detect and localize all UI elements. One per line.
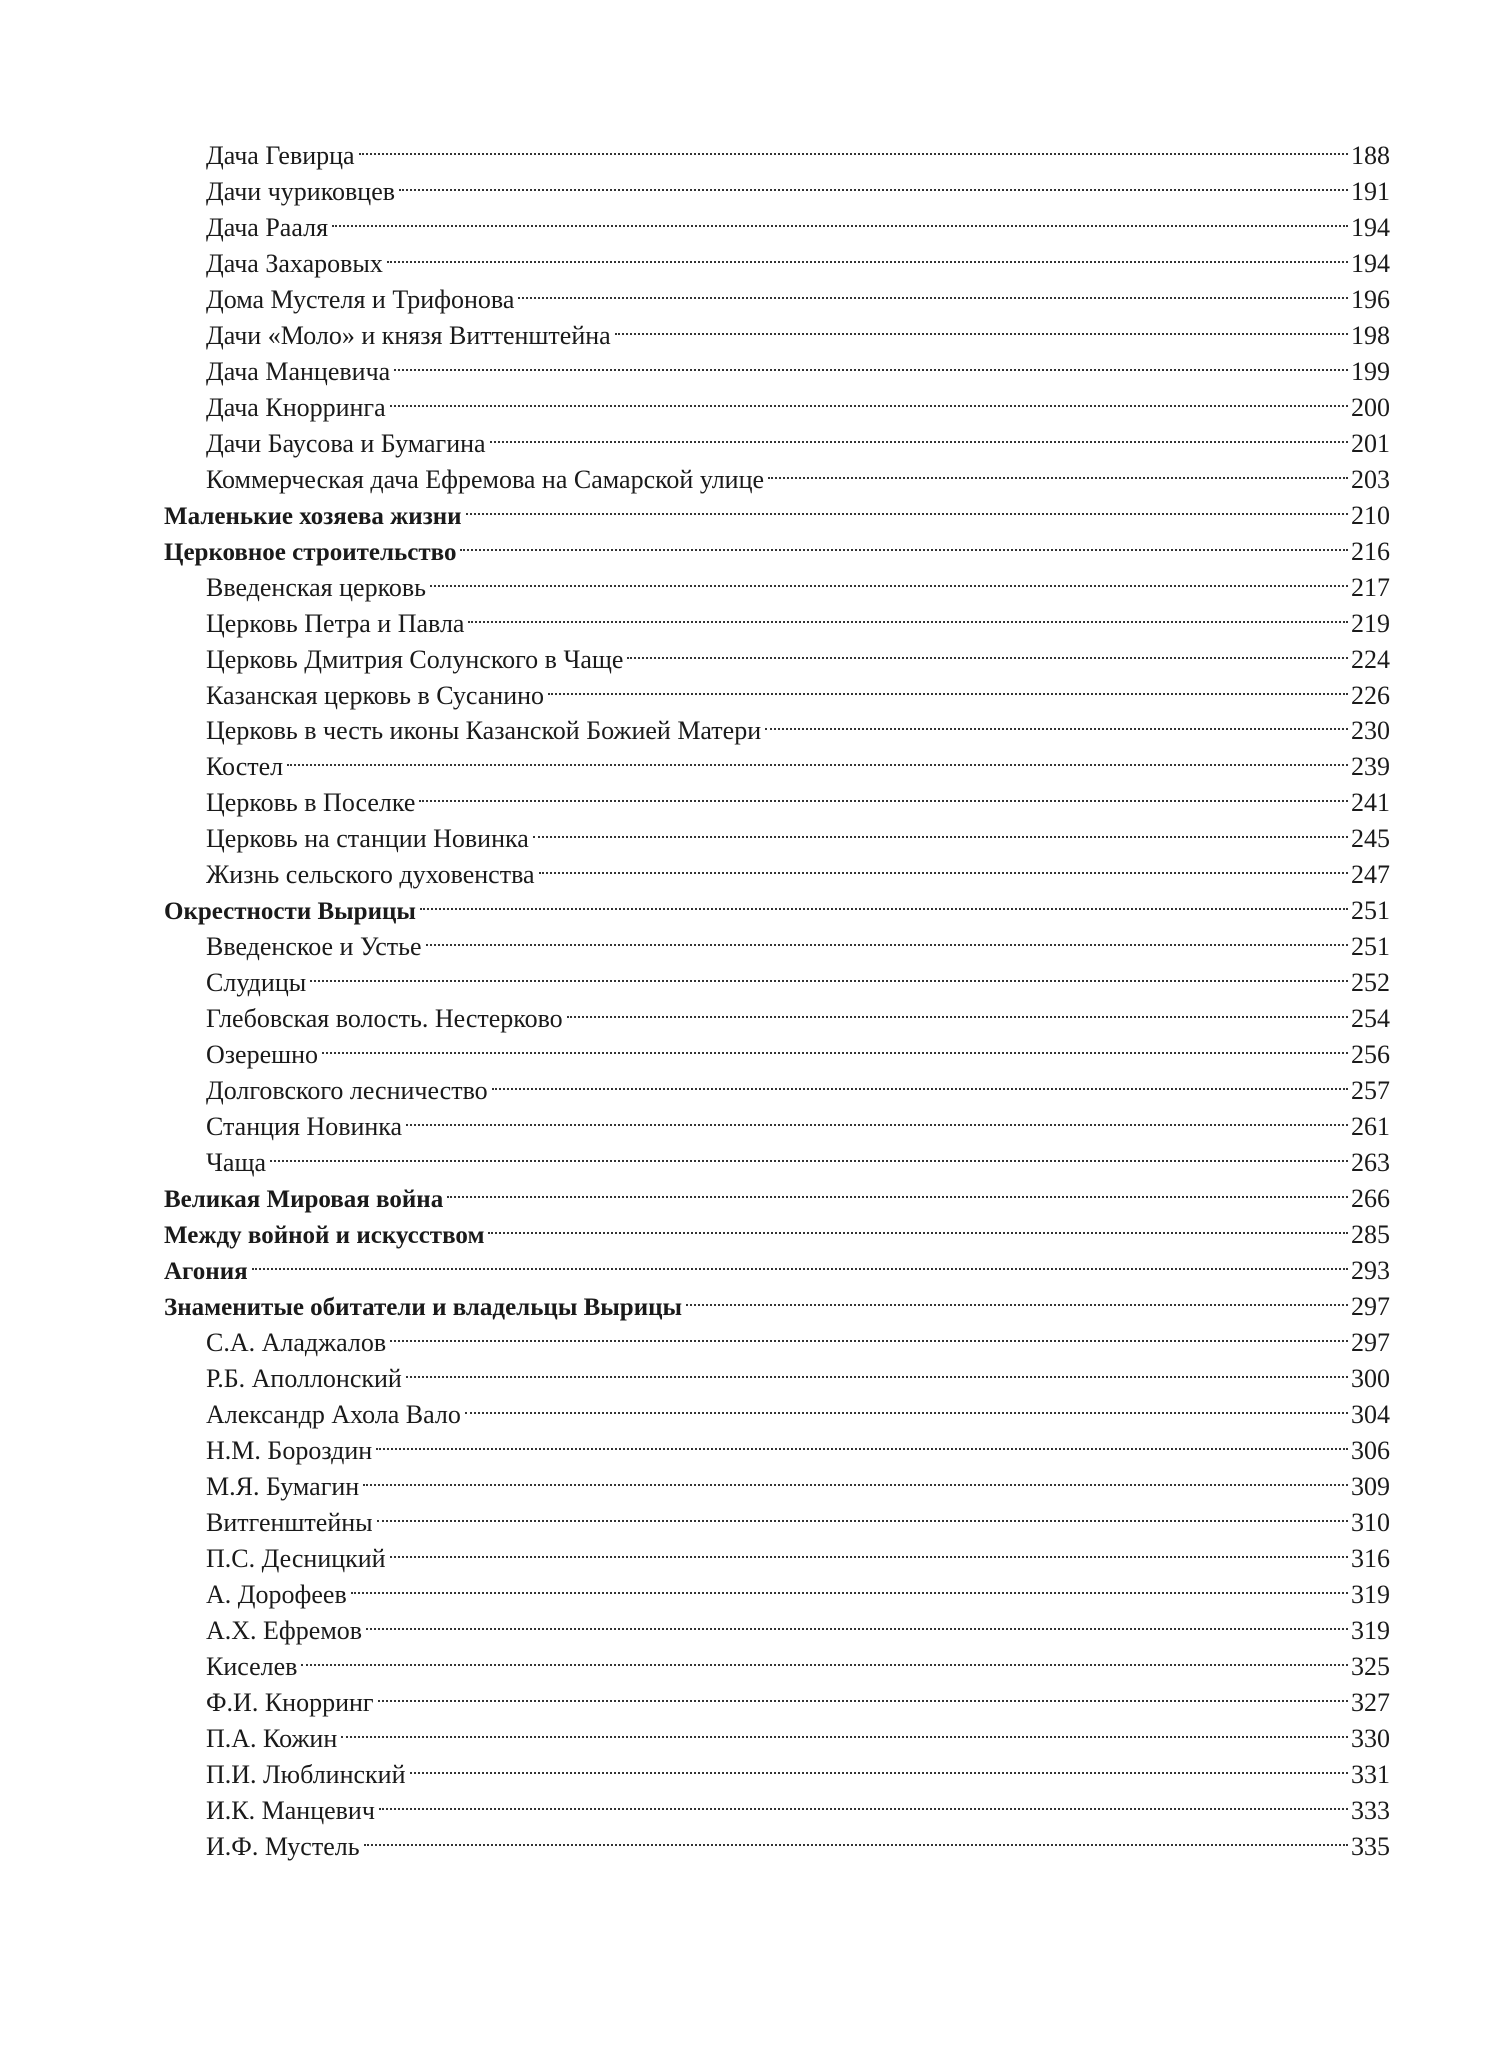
toc-chapter-entry [164, 1171, 1390, 1214]
dot-leader [377, 1495, 1348, 1531]
toc-entry-page-number: 331 [1351, 1759, 1390, 1789]
toc-entry-title: Р.Б. Аполлонский [206, 1363, 402, 1393]
dot-leader [363, 1459, 1348, 1495]
toc-entry-page-number: 216 [1351, 536, 1390, 566]
toc-entry-title: Дачи чуриковцев [206, 176, 396, 206]
toc-entry-title: Между войной и искусством [164, 1222, 485, 1250]
toc-section-entry [164, 991, 1390, 1034]
toc-section-entry [164, 1747, 1390, 1789]
dot-leader [488, 1207, 1348, 1243]
toc-entry-title: Введенское и Устье [206, 932, 422, 962]
dot-leader [627, 632, 1348, 668]
dot-leader [567, 991, 1348, 1027]
dot-leader [359, 128, 1348, 164]
toc-entry-title: Церковь в Поселке [206, 788, 416, 818]
dot-leader [410, 1747, 1349, 1783]
toc-entry-page-number: 263 [1351, 1148, 1390, 1178]
dot-leader [420, 883, 1348, 919]
toc-entry-title: Знаменитые обитатели и владельцы Вырицы [164, 1293, 683, 1321]
toc-entry-title: Коммерческая дача Ефремова на Самарской улице [206, 464, 765, 494]
toc-entry-title: Церковь Петра и Павла [206, 608, 465, 638]
dot-leader [341, 1711, 1348, 1747]
toc-entry-title: Казанская церковь в Сусанино [206, 680, 545, 710]
dot-leader [768, 452, 1348, 488]
dot-leader [301, 1639, 1348, 1675]
toc-section-entry [164, 955, 1390, 998]
dot-leader [406, 1351, 1348, 1387]
dot-leader [460, 524, 1348, 560]
dot-leader [686, 1279, 1348, 1315]
toc-entry-page-number: 297 [1351, 1327, 1390, 1357]
toc-entry-title: Жизнь сельского духовенства [206, 860, 535, 890]
toc-entry-page-number: 261 [1351, 1112, 1390, 1142]
toc-entry-title: Агония [164, 1258, 248, 1285]
toc-entry-title: Дача Кнорринга [206, 392, 386, 422]
toc-section-entry [164, 775, 1390, 818]
toc-section-entry [164, 1711, 1390, 1753]
toc-entry-title: Слудицы [206, 968, 307, 998]
dot-leader [287, 739, 1348, 775]
toc-entry-page-number: 247 [1351, 860, 1390, 890]
toc-entry-title: Киселев [206, 1651, 298, 1681]
toc-chapter-entry [164, 1279, 1390, 1321]
toc-section-entry [164, 200, 1390, 242]
toc-entry-title: А.Х. Ефремов [206, 1615, 363, 1645]
toc-entry-title: Дачи Баусова и Бумагина [206, 428, 486, 458]
toc-entry-page-number: 200 [1351, 392, 1390, 422]
toc-entry-page-number: 252 [1351, 968, 1390, 998]
toc-entry-title: Введенская церковь [206, 572, 427, 602]
toc-section-entry [164, 128, 1390, 170]
toc-entry-title: И.Ф. Мустель [206, 1831, 360, 1861]
toc-entry-page-number: 251 [1351, 896, 1390, 926]
toc-section-entry [164, 1027, 1390, 1070]
dot-leader [390, 1315, 1348, 1351]
toc-entry-page-number: 325 [1351, 1651, 1390, 1681]
toc-entry-page-number: 304 [1351, 1399, 1390, 1429]
toc-entry-page-number: 194 [1351, 212, 1390, 242]
toc-entry-page-number: 196 [1351, 284, 1390, 314]
dot-leader [379, 1783, 1348, 1819]
toc-entry-title: Дача Захаровых [206, 248, 383, 278]
toc-entry-title: П.А. Кожин [206, 1723, 338, 1753]
toc-entry-title: Церковь Дмитрия Солунского в Чаще [206, 644, 624, 674]
dot-leader [366, 1603, 1348, 1639]
dot-leader [419, 775, 1348, 811]
toc-entry-page-number: 306 [1351, 1435, 1390, 1465]
toc-entry-page-number: 285 [1351, 1220, 1390, 1250]
toc-entry-page-number: 310 [1351, 1507, 1390, 1537]
toc-entry-page-number: 245 [1351, 824, 1390, 854]
dot-leader [270, 1135, 1348, 1171]
toc-entry-title: Окрестности Вырицы [164, 898, 416, 926]
toc-entry-title: Дача Гевирца [206, 140, 355, 170]
toc-entry-title: Александр Ахола Вало [206, 1399, 461, 1429]
toc-section-entry [164, 1135, 1390, 1178]
toc-entry-page-number: 333 [1351, 1795, 1390, 1825]
dot-leader [615, 308, 1348, 344]
toc-entry-title: Глебовская волость. Нестерково [206, 1004, 563, 1034]
toc-section-entry [164, 739, 1390, 782]
toc-entry-page-number: 191 [1351, 176, 1390, 206]
toc-entry-page-number: 194 [1351, 248, 1390, 278]
toc-entry-page-number: 266 [1351, 1184, 1390, 1214]
dot-leader [466, 488, 1348, 524]
dot-leader [539, 847, 1348, 883]
toc-entry-page-number: 224 [1351, 644, 1390, 674]
toc-entry-title: С.А. Аладжалов [206, 1327, 387, 1357]
toc-entry-page-number: 327 [1351, 1687, 1390, 1717]
toc-entry-page-number: 251 [1351, 932, 1390, 962]
dot-leader [332, 200, 1348, 236]
toc-entry-page-number: 256 [1351, 1040, 1390, 1070]
toc-entry-title: Церковное строительство [164, 538, 457, 566]
toc-entry-page-number: 300 [1351, 1363, 1390, 1393]
toc-entry-page-number: 188 [1351, 140, 1390, 170]
toc-entry-title: Н.М. Бороздин [206, 1435, 373, 1465]
toc-entry-page-number: 230 [1351, 716, 1390, 746]
dot-leader [322, 1027, 1348, 1063]
toc-entry-page-number: 210 [1351, 500, 1390, 530]
toc-entry-page-number: 203 [1351, 464, 1390, 494]
dot-leader [310, 955, 1348, 991]
dot-leader [518, 272, 1348, 308]
dot-leader [490, 416, 1348, 452]
toc-entry-page-number: 226 [1351, 680, 1390, 710]
toc-entry-title: П.И. Люблинский [206, 1759, 406, 1789]
toc-entry-page-number: 257 [1351, 1076, 1390, 1106]
toc-entry-page-number: 241 [1351, 788, 1390, 818]
toc-entry-page-number: 316 [1351, 1543, 1390, 1573]
dot-leader [394, 344, 1348, 380]
toc-entry-page-number: 239 [1351, 752, 1390, 782]
toc-entry-title: Витгенштейны [206, 1507, 373, 1537]
dot-leader [765, 704, 1348, 740]
dot-leader [426, 919, 1348, 955]
dot-leader [399, 164, 1348, 200]
toc-entry-title: Костел [206, 752, 284, 782]
dot-leader [378, 1675, 1348, 1711]
toc-entry-title: Церковь в честь иконы Казанской Божией Матери [206, 716, 762, 746]
toc-entry-page-number: 319 [1351, 1579, 1390, 1609]
toc-entry-page-number: 309 [1351, 1471, 1390, 1501]
toc-entry-page-number: 319 [1351, 1615, 1390, 1645]
toc-entry-page-number: 335 [1351, 1831, 1390, 1861]
toc-entry-title: И.К. Манцевич [206, 1795, 375, 1825]
dot-leader [548, 668, 1348, 704]
dot-leader [533, 811, 1348, 847]
toc-entry-page-number: 293 [1351, 1256, 1390, 1285]
toc-section-entry [164, 236, 1390, 278]
dot-leader [390, 1531, 1348, 1567]
dot-leader [468, 596, 1348, 632]
toc-section-entry [164, 1639, 1390, 1681]
dot-leader [351, 1567, 1348, 1603]
toc-entry-page-number: 199 [1351, 356, 1390, 386]
toc-entry-title: Озерешно [206, 1040, 319, 1070]
toc-entry-title: П.С. Десницкий [206, 1543, 386, 1573]
dot-leader [252, 1243, 1348, 1279]
dot-leader [376, 1423, 1348, 1459]
toc-entry-title: Долговского лесничество [206, 1076, 488, 1106]
toc-entry-page-number: 219 [1351, 608, 1390, 638]
toc-section-entry [164, 1675, 1390, 1717]
toc-entry-page-number: 198 [1351, 320, 1390, 350]
toc-entry-title: Дачи «Моло» и князя Виттенштейна [206, 320, 611, 350]
dot-leader [364, 1819, 1348, 1855]
toc-entry-page-number: 217 [1351, 572, 1390, 602]
dot-leader [406, 1099, 1348, 1135]
toc-entry-title: Дача Рааля [206, 212, 329, 242]
toc-entry-title: Чаща [206, 1148, 266, 1178]
dot-leader [430, 560, 1348, 596]
toc-entry-title: Дача Манцевича [206, 356, 391, 386]
dot-leader [447, 1171, 1348, 1207]
toc-entry-title: Великая Мировая война [164, 1186, 444, 1214]
toc-entry-title: Дома Мустеля и Трифонова [206, 284, 515, 314]
table-of-contents [164, 128, 1390, 1861]
toc-entry-page-number: 201 [1351, 428, 1390, 458]
toc-entry-page-number: 254 [1351, 1004, 1390, 1034]
toc-chapter-entry [164, 1243, 1390, 1285]
toc-section-entry [164, 1063, 1390, 1106]
toc-entry-title: А. Дорофеев [206, 1579, 347, 1609]
dot-leader [387, 236, 1348, 272]
toc-entry-title: Церковь на станции Новинка [206, 824, 529, 854]
toc-entry-title: Станция Новинка [206, 1112, 403, 1142]
toc-entry-page-number: 330 [1351, 1723, 1390, 1753]
toc-entry-title: М.Я. Бумагин [206, 1471, 360, 1501]
toc-entry-page-number: 297 [1351, 1291, 1390, 1321]
dot-leader [390, 380, 1348, 416]
toc-entry-title: Ф.И. Кнорринг [206, 1687, 374, 1717]
dot-leader [465, 1387, 1348, 1423]
dot-leader [492, 1063, 1348, 1099]
toc-entry-title: Маленькие хозяева жизни [164, 502, 462, 530]
